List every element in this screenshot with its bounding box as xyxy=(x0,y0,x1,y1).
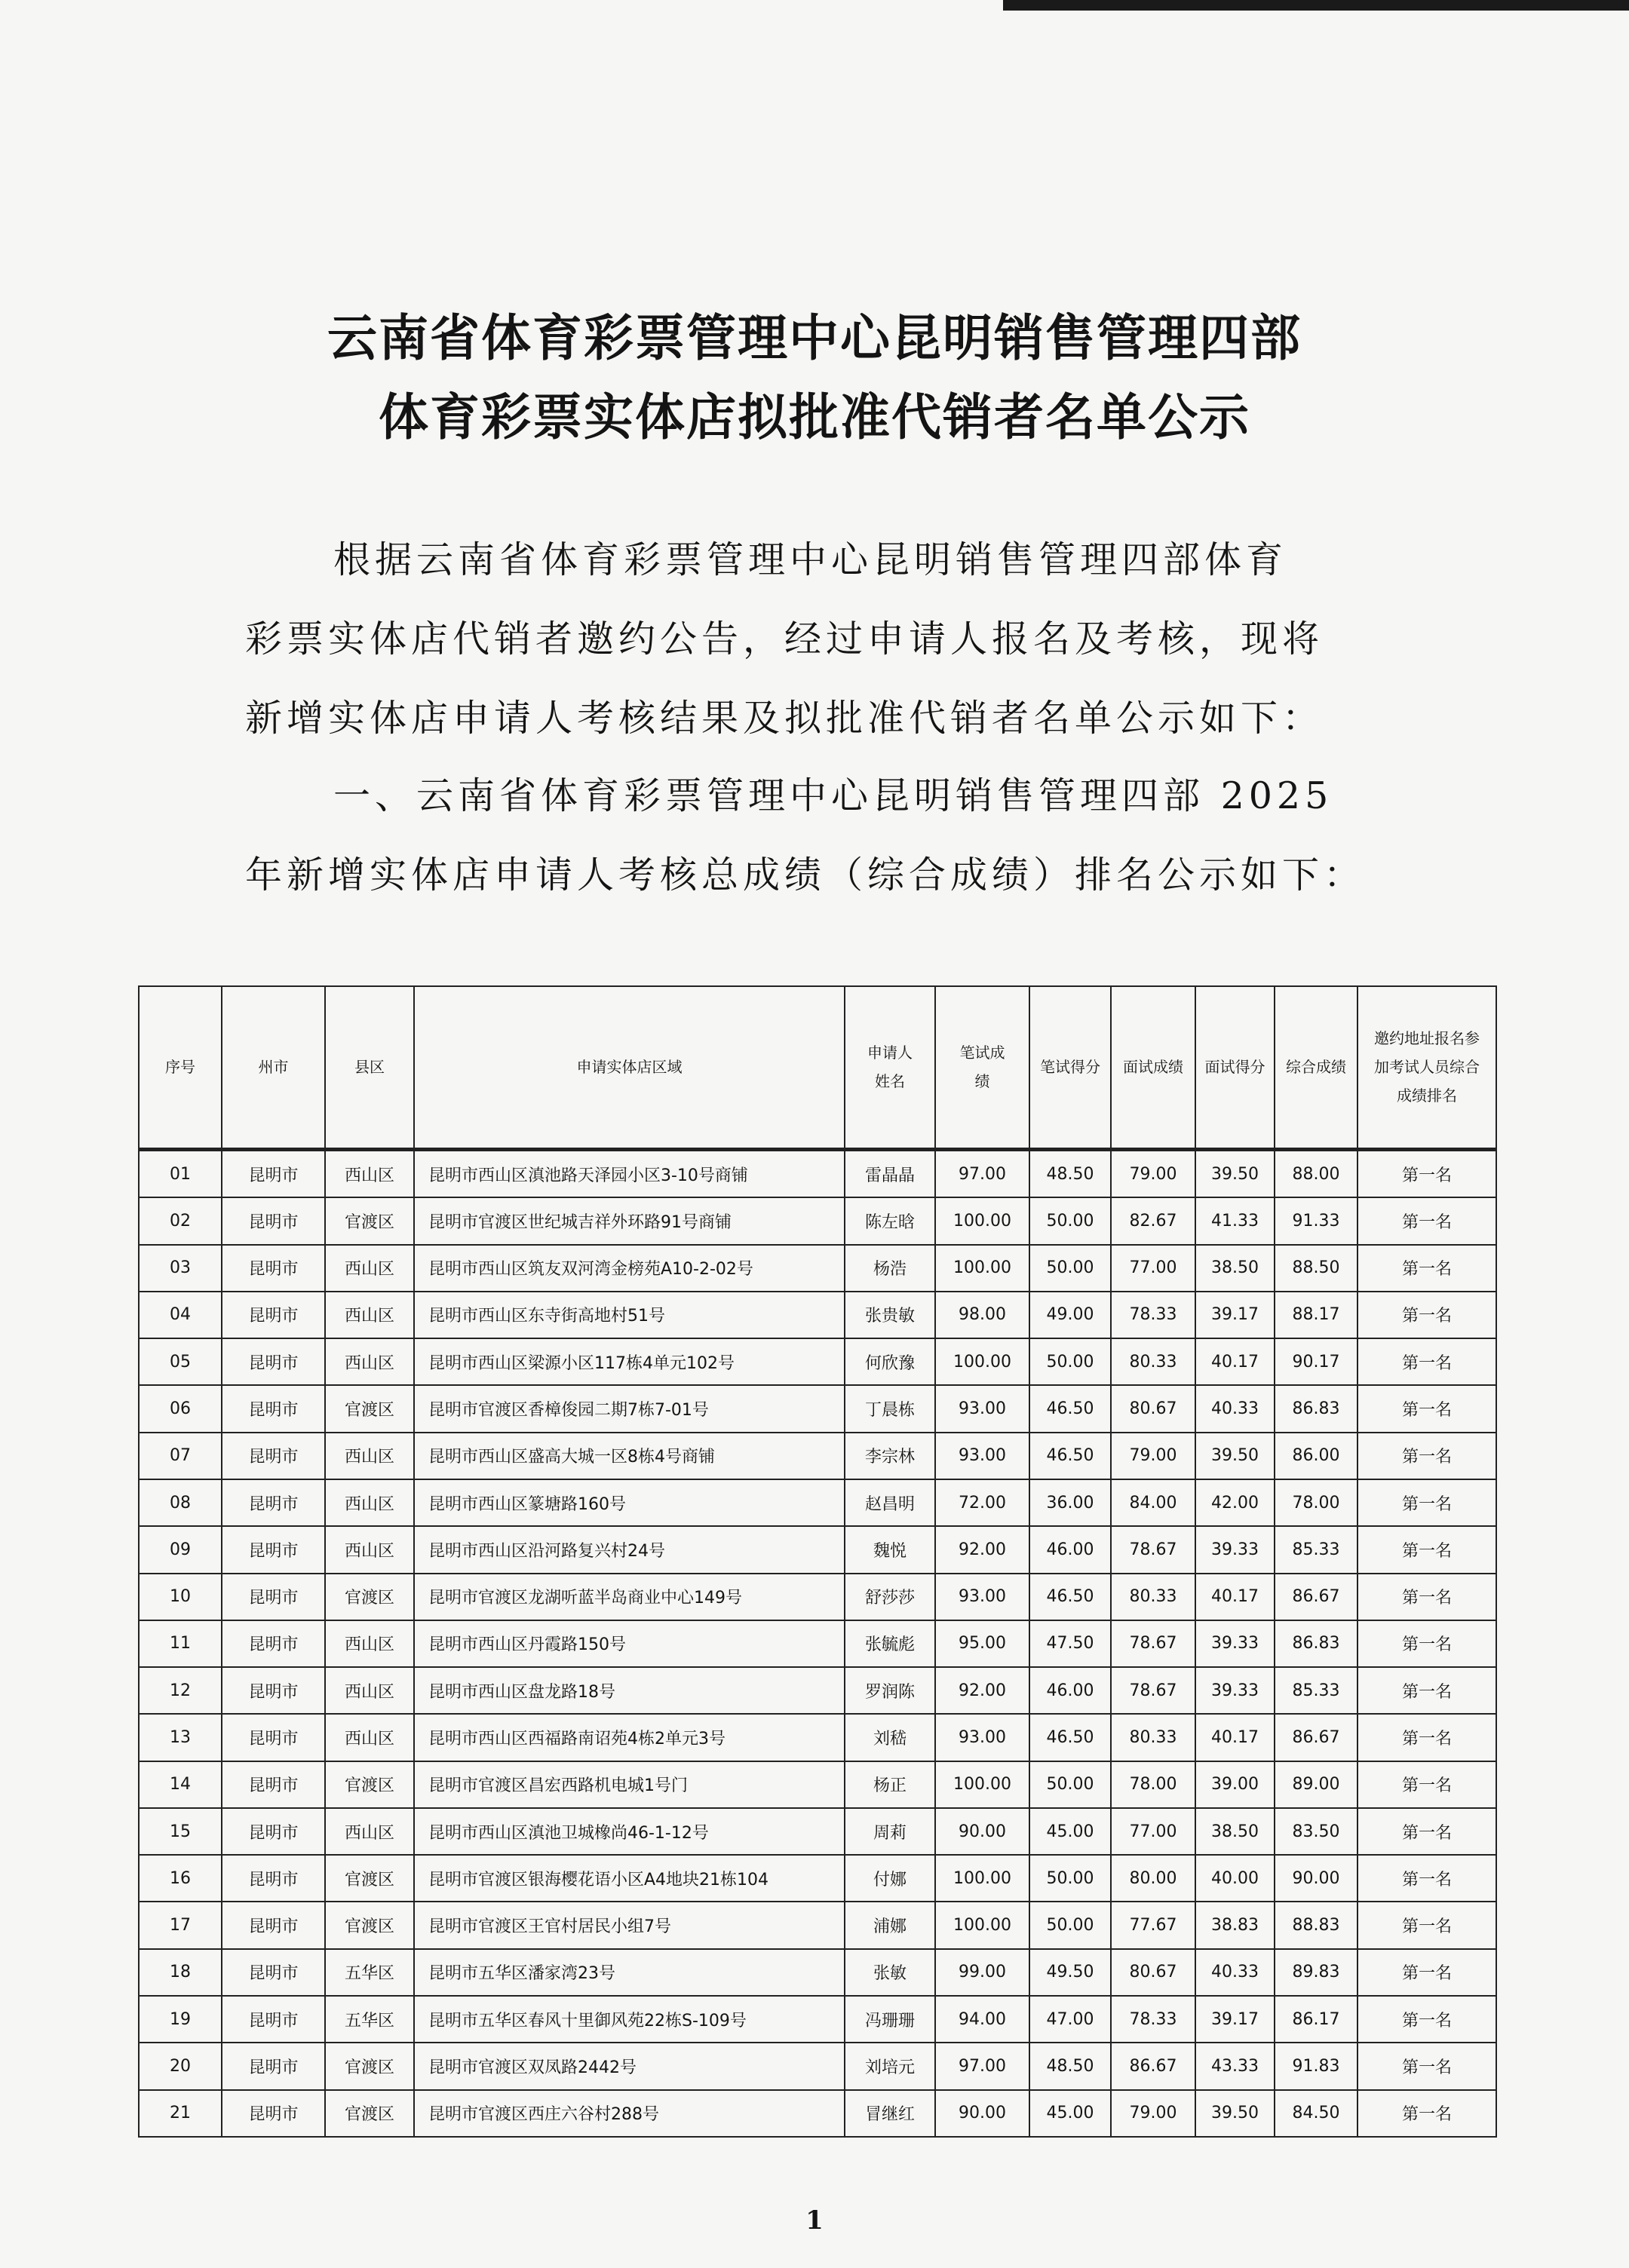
district-cell: 西山区 xyxy=(325,1245,414,1292)
rank-cell: 第一名 xyxy=(1358,1149,1496,1197)
written-points-cell: 50.00 xyxy=(1029,1855,1111,1902)
city-cell: 昆明市 xyxy=(222,1949,325,1996)
seq-cell: 10 xyxy=(139,1574,222,1620)
district-cell: 西山区 xyxy=(325,1292,414,1338)
district-cell: 官渡区 xyxy=(325,1855,414,1902)
interview-points-cell: 43.33 xyxy=(1195,2043,1275,2089)
written-score-cell: 90.00 xyxy=(935,2090,1029,2137)
applicant-name-cell: 杨正 xyxy=(845,1761,935,1808)
interview-points-cell: 38.50 xyxy=(1195,1245,1275,1292)
written-points-cell: 50.00 xyxy=(1029,1761,1111,1808)
seq-cell: 01 xyxy=(139,1149,222,1197)
table-header-row xyxy=(139,986,1496,1149)
total-score-cell: 88.50 xyxy=(1275,1245,1358,1292)
written-score-cell: 95.00 xyxy=(935,1620,1029,1667)
city-cell: 昆明市 xyxy=(222,1338,325,1385)
table-row xyxy=(139,1902,1496,1948)
applicant-name-cell: 何欣豫 xyxy=(845,1338,935,1385)
store-area-cell: 昆明市西山区丹霞路150号 xyxy=(414,1620,845,1667)
applicant-name-cell: 赵昌明 xyxy=(845,1479,935,1526)
interview-score-cell: 86.67 xyxy=(1111,2043,1195,2089)
rank-cell: 第一名 xyxy=(1358,1574,1496,1620)
table-row xyxy=(139,1385,1496,1432)
col-header-district: 县区 xyxy=(325,986,414,1149)
written-score-cell: 93.00 xyxy=(935,1574,1029,1620)
written-score-cell: 100.00 xyxy=(935,1761,1029,1808)
city-cell: 昆明市 xyxy=(222,2090,325,2137)
applicant-name-cell: 丁晨栋 xyxy=(845,1385,935,1432)
written-points-cell: 50.00 xyxy=(1029,1902,1111,1948)
interview-points-cell: 40.17 xyxy=(1195,1714,1275,1761)
intro-paragraph-line-4: 一、云南省体育彩票管理中心昆明销售管理四部 2025 xyxy=(333,774,1333,817)
written-score-cell: 93.00 xyxy=(935,1714,1029,1761)
interview-points-cell: 38.83 xyxy=(1195,1902,1275,1948)
interview-points-cell: 40.33 xyxy=(1195,1385,1275,1432)
interview-score-cell: 78.33 xyxy=(1111,1292,1195,1338)
total-score-cell: 85.33 xyxy=(1275,1667,1358,1714)
seq-cell: 20 xyxy=(139,2043,222,2089)
rank-cell: 第一名 xyxy=(1358,1761,1496,1808)
table-row xyxy=(139,1574,1496,1620)
table-row xyxy=(139,1949,1496,1996)
written-points-cell: 49.00 xyxy=(1029,1292,1111,1338)
table-row xyxy=(139,1996,1496,2043)
table-row xyxy=(139,1526,1496,1573)
total-score-cell: 84.50 xyxy=(1275,2090,1358,2137)
written-points-cell: 48.50 xyxy=(1029,2043,1111,2089)
city-cell: 昆明市 xyxy=(222,1574,325,1620)
seq-cell: 03 xyxy=(139,1245,222,1292)
interview-points-cell: 40.33 xyxy=(1195,1949,1275,1996)
interview-points-cell: 40.17 xyxy=(1195,1574,1275,1620)
written-score-cell: 97.00 xyxy=(935,1149,1029,1197)
written-points-cell: 50.00 xyxy=(1029,1197,1111,1244)
col-header-applicant-name: 申请人姓名 xyxy=(845,986,935,1149)
written-points-cell: 46.50 xyxy=(1029,1385,1111,1432)
applicant-name-cell: 雷晶晶 xyxy=(845,1149,935,1197)
col-header-rank: 邀约地址报名参加考试人员综合成绩排名 xyxy=(1358,986,1496,1149)
rank-cell: 第一名 xyxy=(1358,1902,1496,1948)
table-row xyxy=(139,1197,1496,1244)
rank-cell: 第一名 xyxy=(1358,1197,1496,1244)
intro-paragraph-line-1: 根据云南省体育彩票管理中心昆明销售管理四部体育 xyxy=(333,538,1288,581)
table-row xyxy=(139,1620,1496,1667)
total-score-cell: 88.00 xyxy=(1275,1149,1358,1197)
table-row xyxy=(139,1149,1496,1197)
applicant-name-cell: 冒继红 xyxy=(845,2090,935,2137)
store-area-cell: 昆明市官渡区银海樱花语小区A4地块21栋104 xyxy=(414,1855,845,1902)
store-area-cell: 昆明市西山区盘龙路18号 xyxy=(414,1667,845,1714)
rank-cell: 第一名 xyxy=(1358,1667,1496,1714)
rank-cell: 第一名 xyxy=(1358,1714,1496,1761)
interview-score-cell: 78.67 xyxy=(1111,1620,1195,1667)
city-cell: 昆明市 xyxy=(222,1479,325,1526)
written-points-cell: 46.50 xyxy=(1029,1433,1111,1479)
seq-cell: 07 xyxy=(139,1433,222,1479)
interview-score-cell: 80.33 xyxy=(1111,1574,1195,1620)
city-cell: 昆明市 xyxy=(222,1855,325,1902)
written-points-cell: 46.50 xyxy=(1029,1574,1111,1620)
applicant-name-cell: 张贵敏 xyxy=(845,1292,935,1338)
interview-points-cell: 38.50 xyxy=(1195,1808,1275,1855)
store-area-cell: 昆明市西山区梁源小区117栋4单元102号 xyxy=(414,1338,845,1385)
district-cell: 官渡区 xyxy=(325,2090,414,2137)
district-cell: 西山区 xyxy=(325,1714,414,1761)
document-title-line-1: 云南省体育彩票管理中心昆明销售管理四部 xyxy=(327,309,1302,367)
total-score-cell: 89.83 xyxy=(1275,1949,1358,1996)
seq-cell: 09 xyxy=(139,1526,222,1573)
city-cell: 昆明市 xyxy=(222,1902,325,1948)
interview-score-cell: 78.67 xyxy=(1111,1667,1195,1714)
seq-cell: 12 xyxy=(139,1667,222,1714)
total-score-cell: 86.83 xyxy=(1275,1385,1358,1432)
interview-points-cell: 39.50 xyxy=(1195,2090,1275,2137)
interview-score-cell: 80.33 xyxy=(1111,1714,1195,1761)
written-points-cell: 45.00 xyxy=(1029,1808,1111,1855)
interview-score-cell: 82.67 xyxy=(1111,1197,1195,1244)
applicant-name-cell: 刘培元 xyxy=(845,2043,935,2089)
total-score-cell: 83.50 xyxy=(1275,1808,1358,1855)
col-header-interview-score: 面试成绩 xyxy=(1111,986,1195,1149)
total-score-cell: 91.83 xyxy=(1275,2043,1358,2089)
total-score-cell: 85.33 xyxy=(1275,1526,1358,1573)
interview-score-cell: 79.00 xyxy=(1111,1149,1195,1197)
interview-score-cell: 80.33 xyxy=(1111,1338,1195,1385)
total-score-cell: 86.67 xyxy=(1275,1714,1358,1761)
interview-points-cell: 39.50 xyxy=(1195,1433,1275,1479)
city-cell: 昆明市 xyxy=(222,1620,325,1667)
store-area-cell: 昆明市西山区盛高大城一区8栋4号商铺 xyxy=(414,1433,845,1479)
city-cell: 昆明市 xyxy=(222,1245,325,1292)
district-cell: 西山区 xyxy=(325,1149,414,1197)
intro-paragraph-line-2: 彩票实体店代销者邀约公告，经过申请人报名及考核，现将 xyxy=(245,618,1324,660)
total-score-cell: 90.17 xyxy=(1275,1338,1358,1385)
seq-cell: 05 xyxy=(139,1338,222,1385)
interview-score-cell: 77.00 xyxy=(1111,1808,1195,1855)
interview-score-cell: 78.00 xyxy=(1111,1761,1195,1808)
city-cell: 昆明市 xyxy=(222,1667,325,1714)
seq-cell: 06 xyxy=(139,1385,222,1432)
intro-paragraph-line-5: 年新增实体店申请人考核总成绩（综合成绩）排名公示如下： xyxy=(245,854,1366,896)
table-row xyxy=(139,1761,1496,1808)
total-score-cell: 86.83 xyxy=(1275,1620,1358,1667)
district-cell: 官渡区 xyxy=(325,1197,414,1244)
seq-cell: 16 xyxy=(139,1855,222,1902)
document-title-line-2: 体育彩票实体店拟批准代销者名单公示 xyxy=(379,388,1250,446)
applicant-score-table xyxy=(138,985,1497,2138)
interview-points-cell: 39.33 xyxy=(1195,1620,1275,1667)
interview-points-cell: 42.00 xyxy=(1195,1479,1275,1526)
written-score-cell: 100.00 xyxy=(935,1338,1029,1385)
city-cell: 昆明市 xyxy=(222,1526,325,1573)
written-score-cell: 72.00 xyxy=(935,1479,1029,1526)
seq-cell: 08 xyxy=(139,1479,222,1526)
written-points-cell: 50.00 xyxy=(1029,1245,1111,1292)
seq-cell: 18 xyxy=(139,1949,222,1996)
table-row xyxy=(139,1479,1496,1526)
written-score-cell: 99.00 xyxy=(935,1949,1029,1996)
store-area-cell: 昆明市五华区春风十里御风苑22栋S-109号 xyxy=(414,1996,845,2043)
interview-points-cell: 40.17 xyxy=(1195,1338,1275,1385)
store-area-cell: 昆明市西山区滇池卫城橡尚46-1-12号 xyxy=(414,1808,845,1855)
district-cell: 官渡区 xyxy=(325,1902,414,1948)
written-score-cell: 93.00 xyxy=(935,1385,1029,1432)
rank-cell: 第一名 xyxy=(1358,1996,1496,2043)
col-header-interview-points: 面试得分 xyxy=(1195,986,1275,1149)
district-cell: 西山区 xyxy=(325,1620,414,1667)
written-points-cell: 50.00 xyxy=(1029,1338,1111,1385)
city-cell: 昆明市 xyxy=(222,1385,325,1432)
interview-points-cell: 39.33 xyxy=(1195,1526,1275,1573)
table-row xyxy=(139,2043,1496,2089)
col-header-total-score: 综合成绩 xyxy=(1275,986,1358,1149)
table-row xyxy=(139,1714,1496,1761)
interview-score-cell: 77.67 xyxy=(1111,1902,1195,1948)
seq-cell: 13 xyxy=(139,1714,222,1761)
district-cell: 五华区 xyxy=(325,1949,414,1996)
written-points-cell: 45.00 xyxy=(1029,2090,1111,2137)
interview-score-cell: 80.67 xyxy=(1111,1949,1195,1996)
table-row xyxy=(139,1433,1496,1479)
written-score-cell: 100.00 xyxy=(935,1855,1029,1902)
col-header-seq: 序号 xyxy=(139,986,222,1149)
interview-score-cell: 80.00 xyxy=(1111,1855,1195,1902)
seq-cell: 17 xyxy=(139,1902,222,1948)
applicant-name-cell: 陈左晗 xyxy=(845,1197,935,1244)
written-points-cell: 46.50 xyxy=(1029,1714,1111,1761)
seq-cell: 19 xyxy=(139,1996,222,2043)
store-area-cell: 昆明市官渡区王官村居民小组7号 xyxy=(414,1902,845,1948)
table-row xyxy=(139,1808,1496,1855)
written-points-cell: 47.50 xyxy=(1029,1620,1111,1667)
applicant-name-cell: 刘嵇 xyxy=(845,1714,935,1761)
interview-points-cell: 39.00 xyxy=(1195,1761,1275,1808)
total-score-cell: 88.17 xyxy=(1275,1292,1358,1338)
rank-cell: 第一名 xyxy=(1358,1479,1496,1526)
applicant-name-cell: 冯珊珊 xyxy=(845,1996,935,2043)
city-cell: 昆明市 xyxy=(222,1808,325,1855)
table-row xyxy=(139,1667,1496,1714)
district-cell: 西山区 xyxy=(325,1526,414,1573)
applicant-name-cell: 周莉 xyxy=(845,1808,935,1855)
written-score-cell: 100.00 xyxy=(935,1902,1029,1948)
table-row xyxy=(139,1245,1496,1292)
written-score-cell: 94.00 xyxy=(935,1996,1029,2043)
district-cell: 官渡区 xyxy=(325,1385,414,1432)
table-row xyxy=(139,1855,1496,1902)
city-cell: 昆明市 xyxy=(222,1292,325,1338)
store-area-cell: 昆明市西山区沿河路复兴村24号 xyxy=(414,1526,845,1573)
total-score-cell: 89.00 xyxy=(1275,1761,1358,1808)
written-points-cell: 49.50 xyxy=(1029,1949,1111,1996)
store-area-cell: 昆明市官渡区香樟俊园二期7栋7-01号 xyxy=(414,1385,845,1432)
rank-cell: 第一名 xyxy=(1358,2043,1496,2089)
total-score-cell: 91.33 xyxy=(1275,1197,1358,1244)
seq-cell: 14 xyxy=(139,1761,222,1808)
store-area-cell: 昆明市官渡区世纪城吉祥外环路91号商铺 xyxy=(414,1197,845,1244)
store-area-cell: 昆明市西山区滇池路天泽园小区3-10号商铺 xyxy=(414,1149,845,1197)
city-cell: 昆明市 xyxy=(222,1761,325,1808)
interview-score-cell: 78.33 xyxy=(1111,1996,1195,2043)
store-area-cell: 昆明市官渡区双凤路2442号 xyxy=(414,2043,845,2089)
city-cell: 昆明市 xyxy=(222,2043,325,2089)
table-row xyxy=(139,1292,1496,1338)
store-area-cell: 昆明市西山区东寺街高地村51号 xyxy=(414,1292,845,1338)
city-cell: 昆明市 xyxy=(222,1149,325,1197)
written-score-cell: 92.00 xyxy=(935,1526,1029,1573)
district-cell: 西山区 xyxy=(325,1808,414,1855)
applicant-name-cell: 浦娜 xyxy=(845,1902,935,1948)
rank-cell: 第一名 xyxy=(1358,2090,1496,2137)
interview-points-cell: 41.33 xyxy=(1195,1197,1275,1244)
written-points-cell: 47.00 xyxy=(1029,1996,1111,2043)
applicant-name-cell: 魏悦 xyxy=(845,1526,935,1573)
interview-points-cell: 39.17 xyxy=(1195,1996,1275,2043)
table-row xyxy=(139,1338,1496,1385)
total-score-cell: 88.83 xyxy=(1275,1902,1358,1948)
interview-points-cell: 39.50 xyxy=(1195,1149,1275,1197)
district-cell: 官渡区 xyxy=(325,2043,414,2089)
applicant-name-cell: 李宗林 xyxy=(845,1433,935,1479)
written-points-cell: 46.00 xyxy=(1029,1667,1111,1714)
city-cell: 昆明市 xyxy=(222,1433,325,1479)
district-cell: 西山区 xyxy=(325,1338,414,1385)
seq-cell: 11 xyxy=(139,1620,222,1667)
district-cell: 西山区 xyxy=(325,1479,414,1526)
store-area-cell: 昆明市官渡区西庄六谷村288号 xyxy=(414,2090,845,2137)
store-area-cell: 昆明市官渡区龙湖听蓝半岛商业中心149号 xyxy=(414,1574,845,1620)
seq-cell: 04 xyxy=(139,1292,222,1338)
interview-score-cell: 84.00 xyxy=(1111,1479,1195,1526)
applicant-name-cell: 舒莎莎 xyxy=(845,1574,935,1620)
district-cell: 五华区 xyxy=(325,1996,414,2043)
district-cell: 官渡区 xyxy=(325,1574,414,1620)
applicant-name-cell: 张敏 xyxy=(845,1949,935,1996)
interview-score-cell: 78.67 xyxy=(1111,1526,1195,1573)
district-cell: 西山区 xyxy=(325,1433,414,1479)
written-score-cell: 90.00 xyxy=(935,1808,1029,1855)
interview-score-cell: 79.00 xyxy=(1111,1433,1195,1479)
rank-cell: 第一名 xyxy=(1358,1245,1496,1292)
district-cell: 西山区 xyxy=(325,1667,414,1714)
interview-points-cell: 40.00 xyxy=(1195,1855,1275,1902)
col-header-written-points: 笔试得分 xyxy=(1029,986,1111,1149)
intro-paragraph-line-3: 新增实体店申请人考核结果及拟批准代销者名单公示如下： xyxy=(245,697,1324,740)
rank-cell: 第一名 xyxy=(1358,1292,1496,1338)
interview-score-cell: 77.00 xyxy=(1111,1245,1195,1292)
rank-cell: 第一名 xyxy=(1358,1808,1496,1855)
rank-cell: 第一名 xyxy=(1358,1338,1496,1385)
written-score-cell: 98.00 xyxy=(935,1292,1029,1338)
store-area-cell: 昆明市官渡区昌宏西路机电城1号门 xyxy=(414,1761,845,1808)
rank-cell: 第一名 xyxy=(1358,1620,1496,1667)
seq-cell: 21 xyxy=(139,2090,222,2137)
store-area-cell: 昆明市西山区西福路南诏苑4栋2单元3号 xyxy=(414,1714,845,1761)
interview-points-cell: 39.33 xyxy=(1195,1667,1275,1714)
written-score-cell: 100.00 xyxy=(935,1245,1029,1292)
rank-cell: 第一名 xyxy=(1358,1855,1496,1902)
table-row xyxy=(139,2090,1496,2137)
seq-cell: 02 xyxy=(139,1197,222,1244)
rank-cell: 第一名 xyxy=(1358,1433,1496,1479)
written-points-cell: 36.00 xyxy=(1029,1479,1111,1526)
total-score-cell: 86.00 xyxy=(1275,1433,1358,1479)
total-score-cell: 78.00 xyxy=(1275,1479,1358,1526)
interview-score-cell: 79.00 xyxy=(1111,2090,1195,2137)
rank-cell: 第一名 xyxy=(1358,1526,1496,1573)
store-area-cell: 昆明市西山区篆塘路160号 xyxy=(414,1479,845,1526)
total-score-cell: 86.67 xyxy=(1275,1574,1358,1620)
seq-cell: 15 xyxy=(139,1808,222,1855)
district-cell: 官渡区 xyxy=(325,1761,414,1808)
written-score-cell: 92.00 xyxy=(935,1667,1029,1714)
city-cell: 昆明市 xyxy=(222,1996,325,2043)
written-score-cell: 97.00 xyxy=(935,2043,1029,2089)
col-header-written-score: 笔试成绩 xyxy=(935,986,1029,1149)
city-cell: 昆明市 xyxy=(222,1197,325,1244)
applicant-name-cell: 付娜 xyxy=(845,1855,935,1902)
store-area-cell: 昆明市五华区潘家湾23号 xyxy=(414,1949,845,1996)
scan-edge-shadow xyxy=(1003,0,1629,11)
written-score-cell: 100.00 xyxy=(935,1197,1029,1244)
interview-score-cell: 80.67 xyxy=(1111,1385,1195,1432)
interview-points-cell: 39.17 xyxy=(1195,1292,1275,1338)
page-number: 1 xyxy=(805,2205,824,2236)
total-score-cell: 86.17 xyxy=(1275,1996,1358,2043)
city-cell: 昆明市 xyxy=(222,1714,325,1761)
applicant-name-cell: 张毓彪 xyxy=(845,1620,935,1667)
col-header-city: 州市 xyxy=(222,986,325,1149)
store-area-cell: 昆明市西山区筑友双河湾金榜苑A10-2-02号 xyxy=(414,1245,845,1292)
total-score-cell: 90.00 xyxy=(1275,1855,1358,1902)
applicant-name-cell: 罗润陈 xyxy=(845,1667,935,1714)
rank-cell: 第一名 xyxy=(1358,1949,1496,1996)
written-points-cell: 48.50 xyxy=(1029,1149,1111,1197)
col-header-store-area: 申请实体店区域 xyxy=(414,986,845,1149)
written-points-cell: 46.00 xyxy=(1029,1526,1111,1573)
applicant-name-cell: 杨浩 xyxy=(845,1245,935,1292)
written-score-cell: 93.00 xyxy=(935,1433,1029,1479)
rank-cell: 第一名 xyxy=(1358,1385,1496,1432)
